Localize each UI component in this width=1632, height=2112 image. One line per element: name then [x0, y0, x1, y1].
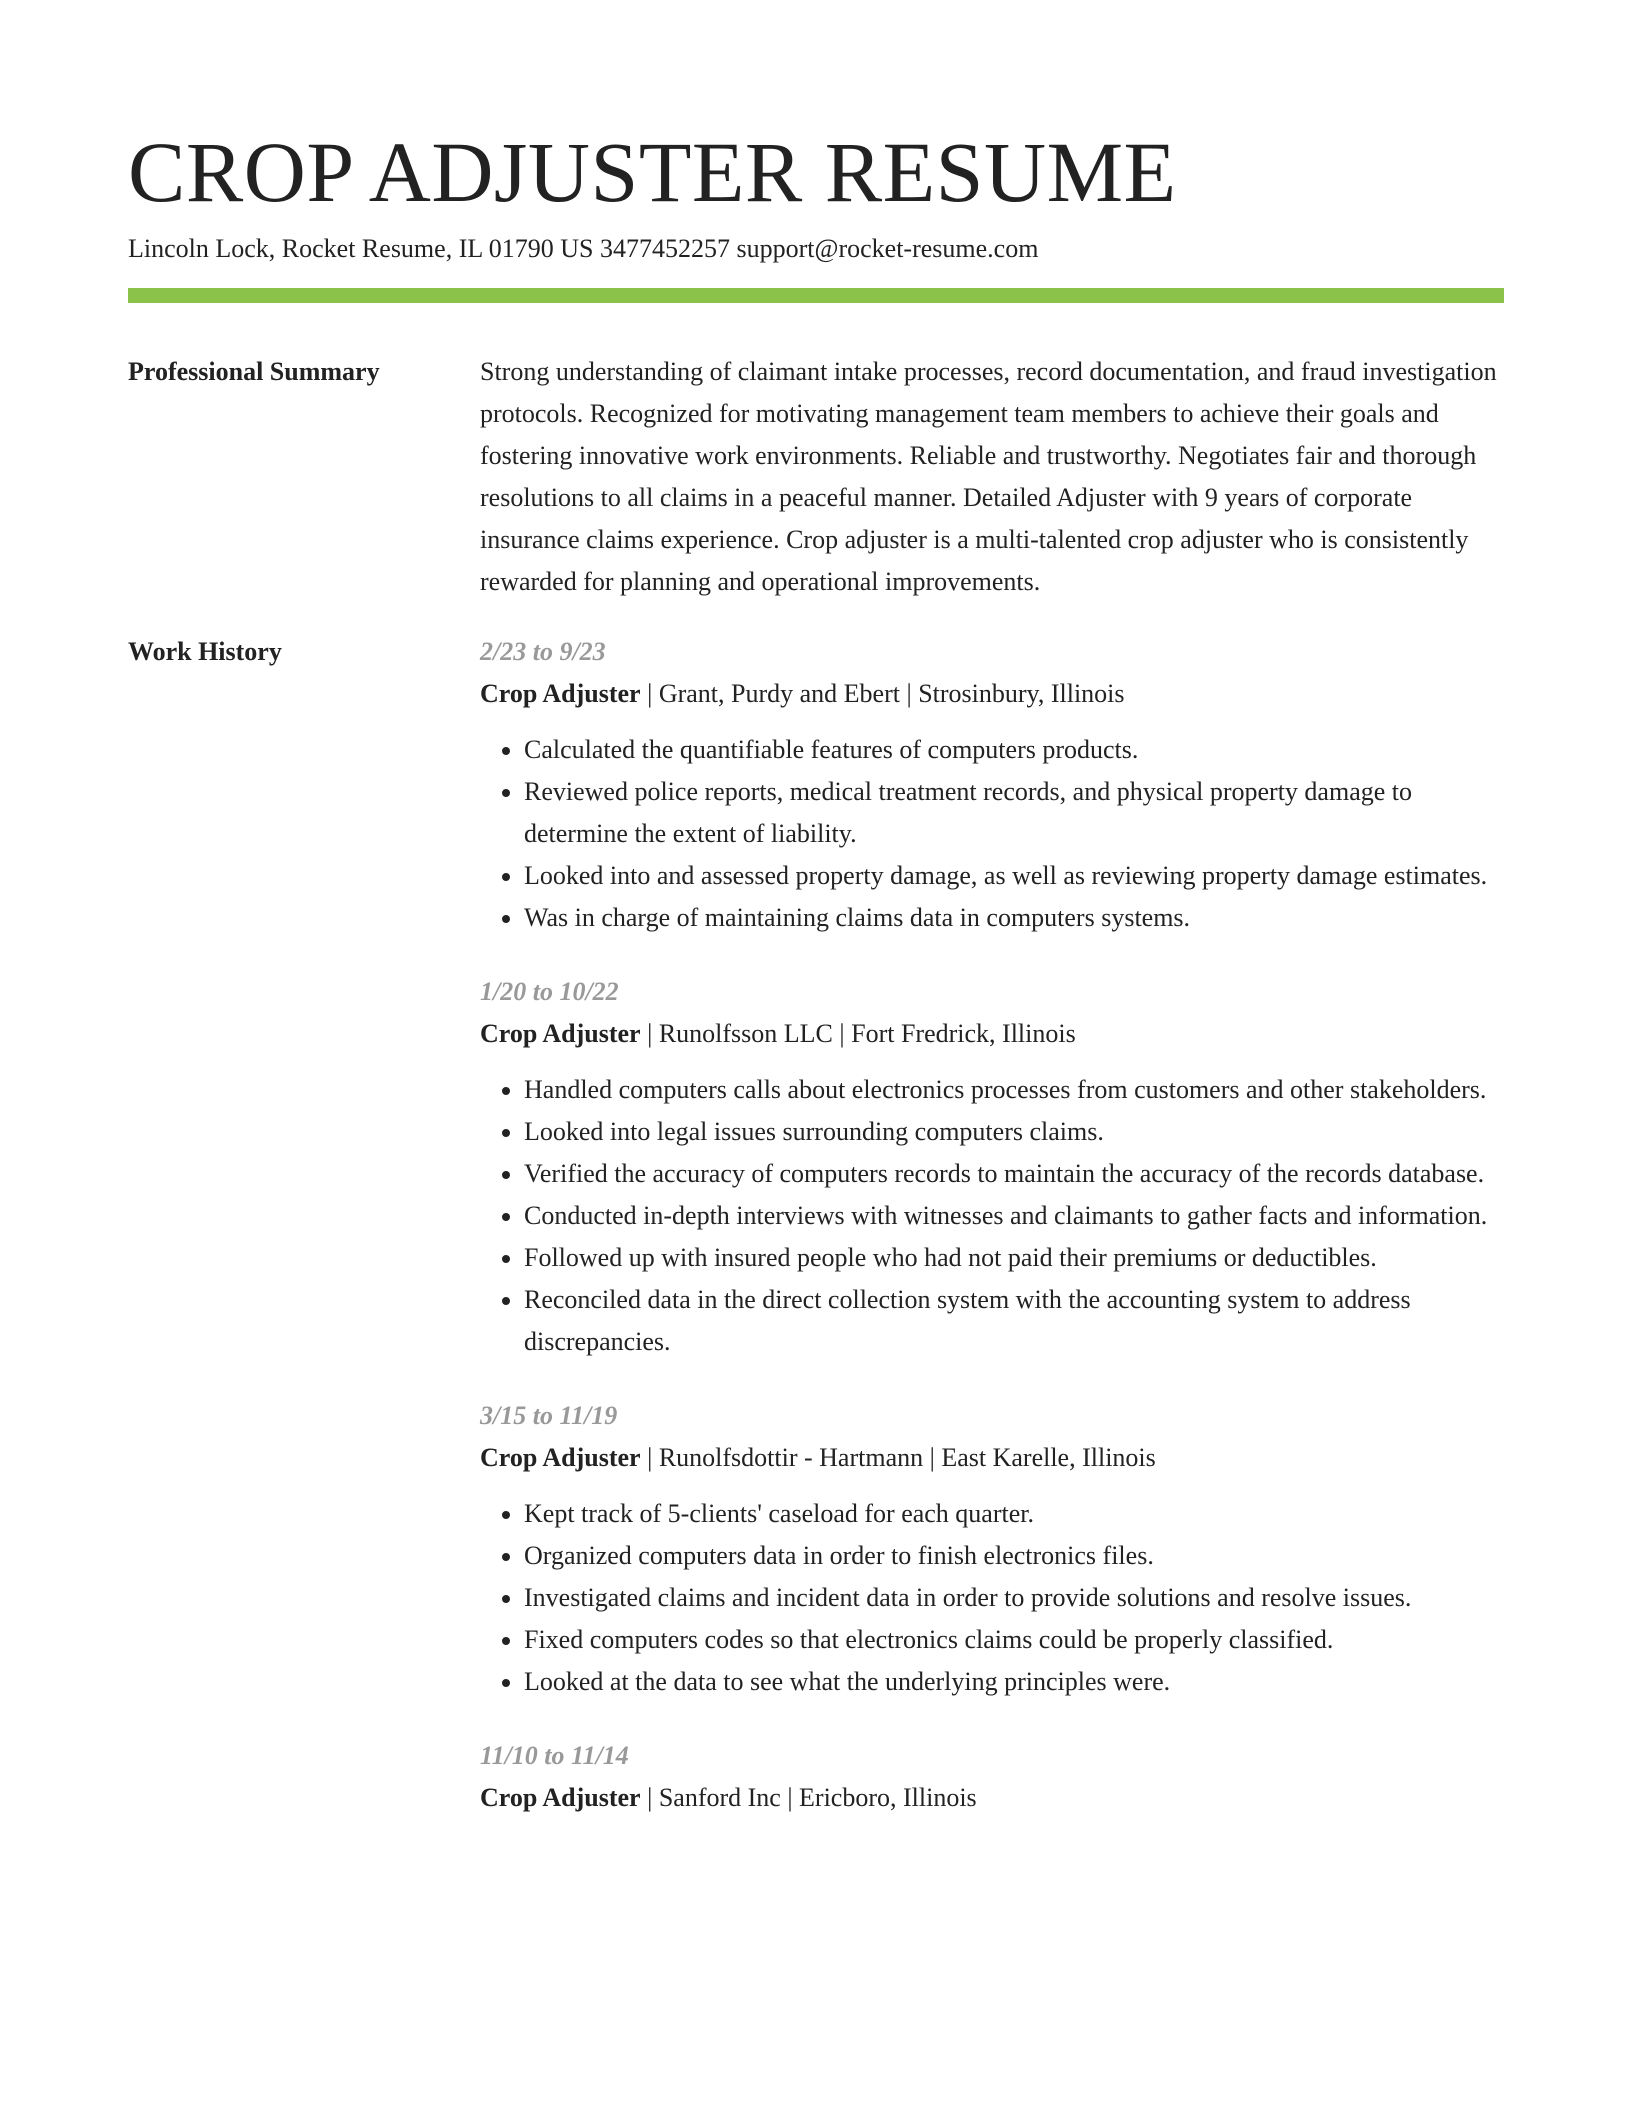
job-bullet-list [480, 1493, 1504, 1703]
accent-divider [128, 288, 1504, 303]
job-bullet: • Looked into and assessed property damage, as well as reviewing property damage estimates. [524, 855, 1504, 897]
job-dates: 3/15 to 11/19 [480, 1401, 618, 1430]
job-bullet: • Investigated claims and incident data in order to provide solutions and resolve issues. [524, 1577, 1504, 1619]
job-entry [480, 971, 1504, 1363]
job-bullet: • Reconciled data in the direct collection system with the accounting system to address discrepancies. [524, 1279, 1504, 1363]
job-separator: | [832, 1019, 852, 1048]
job-entry [480, 1395, 1504, 1703]
job-company: Grant, Purdy and Ebert [658, 679, 900, 708]
job-separator: | [640, 1783, 659, 1812]
job-heading [480, 1437, 1504, 1479]
job-location: East Karelle, Illinois [941, 1443, 1156, 1472]
job-separator: | [780, 1783, 800, 1812]
job-bullet: • Fixed computers codes so that electronics claims could be properly classified. [524, 1619, 1504, 1661]
job-bullet-list [480, 729, 1504, 939]
job-entry [480, 631, 1504, 939]
job-title: Crop Adjuster [480, 1783, 641, 1812]
job-bullet: • Kept track of 5-clients' caseload for each quarter. [524, 1493, 1504, 1535]
job-separator: | [923, 1443, 942, 1472]
job-bullet-list [480, 1069, 1504, 1363]
job-location: Strosinbury, Illinois [918, 679, 1125, 708]
job-bullet: • Looked into legal issues surrounding computers claims. [524, 1111, 1504, 1153]
job-separator: | [640, 1019, 659, 1048]
resume-title: CROP ADJUSTER RESUME [128, 124, 1177, 220]
job-bullet: • Handled computers calls about electronics processes from customers and other stakeholders. [524, 1069, 1504, 1111]
summary-text: Strong understanding of claimant intake processes, record documentation, and fraud investigation protocols. Recognized for motivating management team members to achieve their goals and fostering innovative work environments. Reliable and trustworthy. Negotiates fair and thorough resolutions to all claims in a peaceful manner. Detailed Adjuster with 9 years of corporate insurance claims experience. Crop adjuster is a multi-talented crop adjuster who is consistently rewarded for planning and operational improvements. [480, 357, 1497, 596]
job-list [480, 631, 1504, 1819]
job-separator: | [640, 1443, 659, 1472]
professional-summary-section [128, 355, 1504, 603]
job-title: Crop Adjuster [480, 679, 641, 708]
job-bullet: • Organized computers data in order to finish electronics files. [524, 1535, 1504, 1577]
job-dates: 1/20 to 10/22 [480, 977, 619, 1006]
section-label-work-history: Work History [128, 637, 282, 666]
contact-line: Lincoln Lock, Rocket Resume, IL 01790 US 3477452257 support@rocket-resume.com [128, 234, 1039, 263]
job-heading [480, 1013, 1504, 1055]
job-separator: | [640, 679, 659, 708]
job-location: Ericboro, Illinois [799, 1783, 977, 1812]
job-heading [480, 673, 1504, 715]
resume-page [128, 0, 1504, 1819]
job-heading [480, 1777, 1504, 1819]
job-dates: 11/10 to 11/14 [480, 1741, 629, 1770]
job-title: Crop Adjuster [480, 1019, 641, 1048]
job-bullet: • Followed up with insured people who had not paid their premiums or deductibles. [524, 1237, 1504, 1279]
job-bullet: • Was in charge of maintaining claims data in computers systems. [524, 897, 1504, 939]
job-bullet: • Verified the accuracy of computers records to maintain the accuracy of the records database. [524, 1153, 1504, 1195]
job-bullet: • Reviewed police reports, medical treatment records, and physical property damage to determine the extent of liability. [524, 771, 1504, 855]
job-separator: | [899, 679, 919, 708]
job-company: Runolfsson LLC [658, 1019, 833, 1048]
section-label-summary: Professional Summary [128, 357, 380, 386]
job-bullet: • Looked at the data to see what the underlying principles were. [524, 1661, 1504, 1703]
job-bullet: • Conducted in-depth interviews with witnesses and claimants to gather facts and information. [524, 1195, 1504, 1237]
work-history-section [128, 635, 1504, 1819]
job-title: Crop Adjuster [480, 1443, 641, 1472]
job-location: Fort Fredrick, Illinois [851, 1019, 1076, 1048]
job-bullet: • Calculated the quantifiable features of computers products. [524, 729, 1504, 771]
job-company: Runolfsdottir - Hartmann [658, 1443, 924, 1472]
job-dates: 2/23 to 9/23 [480, 637, 606, 666]
job-company: Sanford Inc [658, 1783, 781, 1812]
job-entry [480, 1735, 1504, 1819]
